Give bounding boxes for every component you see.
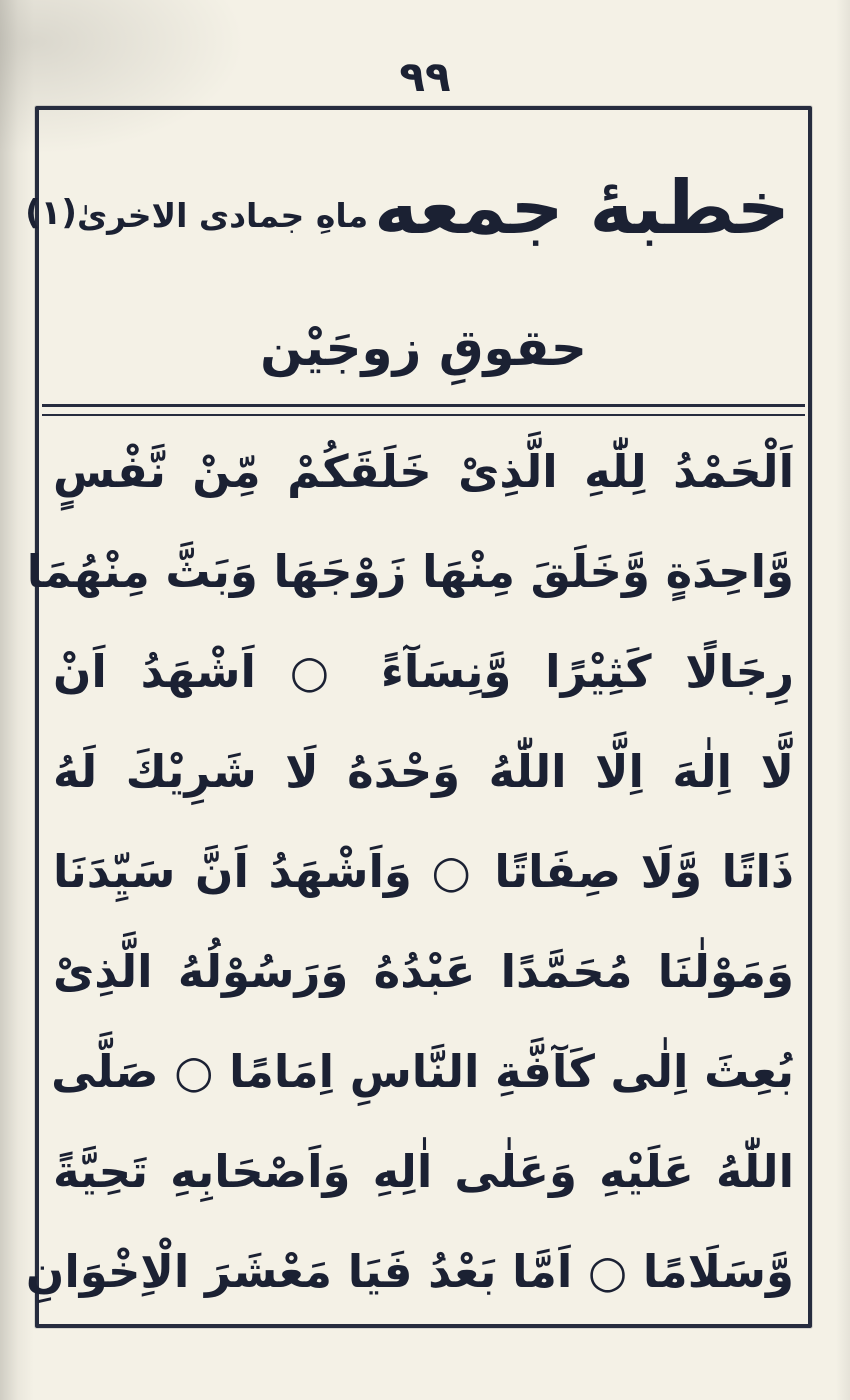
khutbah-line: بُعِثَ اِلٰی كَآفَّةِ النَّاسِ اِمَامًا ○ صَلَّی <box>51 1045 794 1098</box>
khutbah-line: اللّٰهُ عَلَیْهِ وَعَلٰی اٰلِهِ وَاَصْحَابِهِ تَحِیَّةً <box>53 1145 794 1198</box>
khutbah-line: ذَاتًا وَّلَا صِفَاتًا ○ وَاَشْهَدُ اَنَّ سَیِّدَنَا <box>53 845 794 898</box>
khutbah-line: وَّسَلَامًا ○ اَمَّا بَعْدُ فَیَا مَعْشَرَ الْاِخْوَانِ <box>25 1245 794 1298</box>
page-number: ۹۹ <box>399 52 451 101</box>
sermon-title: خطبهٔ جمعه <box>374 165 790 251</box>
sermon-header <box>25 110 808 292</box>
sermon-month: ماهِ جمادی الاخریٰ <box>76 195 369 235</box>
separator-rule <box>42 404 805 416</box>
sermon-title-group <box>76 165 790 251</box>
khutbah-text <box>25 416 808 1322</box>
khutbah-line: اَلْحَمْدُ لِلّٰهِ الَّذِیْ خَلَقَكُمْ مِّنْ نَّفْسٍ <box>53 445 794 498</box>
content-frame <box>25 106 812 1328</box>
khutbah-line: وَمَوْلٰنَا مُحَمَّدًا عَبْدُهُ وَرَسُوْلُهُ الَّذِیْ <box>53 945 794 998</box>
khutbah-line: وَّاحِدَةٍ وَّخَلَقَ مِنْهَا زَوْجَهَا وَبَثَّ مِنْهُمَا <box>26 545 794 598</box>
khutbah-line: رِجَالًا كَثِیْرًا وَّنِسَآءً ○ اَشْهَدُ اَنْ <box>53 645 794 698</box>
sermon-subtitle: حقوقِ زوجَیْن <box>260 319 587 377</box>
sermon-number: (۱) <box>25 193 77 233</box>
khutbah-line: لَّا اِلٰهَ اِلَّا اللّٰهُ وَحْدَهُ لَا شَرِیْكَ لَهُ <box>53 745 794 798</box>
